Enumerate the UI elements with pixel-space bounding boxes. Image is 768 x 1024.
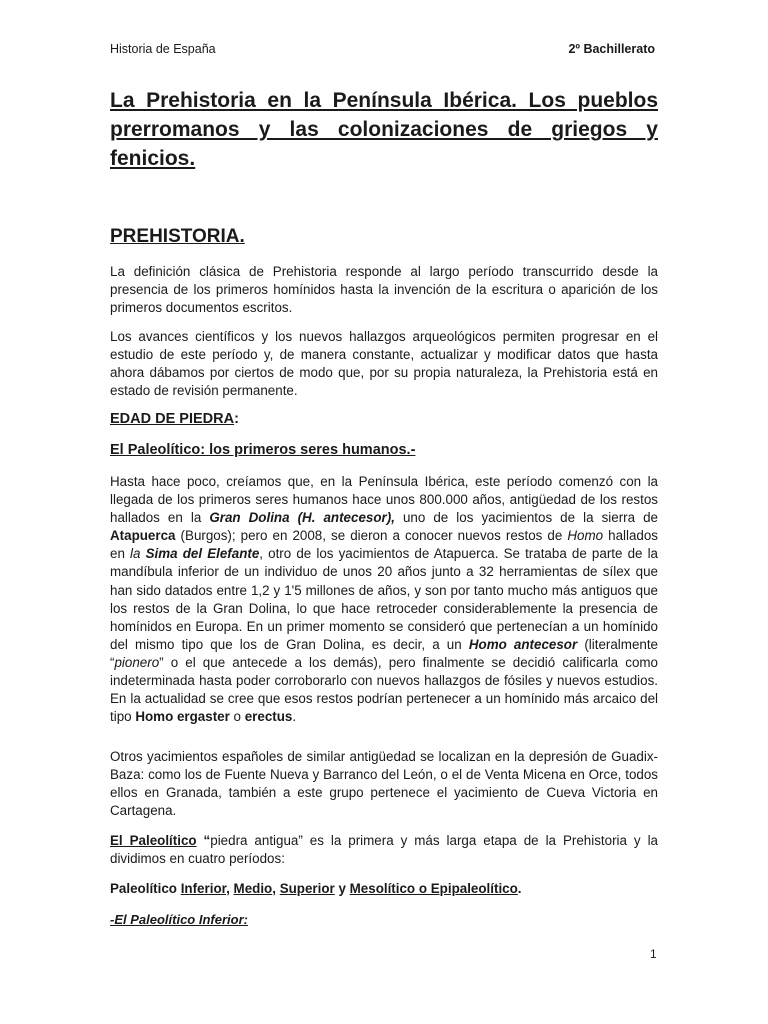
text-run: (literalmente “	[110, 636, 659, 670]
header-left: Historia de España	[110, 42, 216, 56]
period-medio: Medio	[233, 881, 273, 896]
period-inferior: Inferior	[180, 881, 227, 896]
text-run: ,	[272, 881, 280, 896]
document-title: La Prehistoria en la Península Ibérica. Los pueblos prerromanos y las colonizaciones de griegos y fenicios.	[110, 89, 658, 170]
quote-mark: “	[196, 833, 211, 848]
paleolitico-inferior-heading: -El Paleolítico Inferior:	[110, 912, 248, 927]
pionero-term: pionero	[114, 654, 160, 670]
atapuerca-term: Atapuerca	[110, 528, 176, 544]
header-right: 2º Bachillerato	[568, 42, 655, 56]
page-number: 1	[650, 947, 657, 961]
gran-dolina-term: Gran Dolina (H. antecesor),	[209, 510, 395, 526]
text-run: o	[229, 709, 245, 725]
paragraph-guadix-baza: Otros yacimientos españoles de similar antigüedad se localizan en la depresión de Guadix-Baza: como los de Fuente Nueva y Barranco del León, o el de Venta Micena en Orce, todos ellos en Granada, también a este grupo pertenece el yacimiento de Cueva Victoria en Cartagena.	[110, 749, 658, 819]
period-superior: Superior	[279, 881, 335, 896]
text-run: piedra antigua” es la primera y más larga etapa de la Prehistoria y la dividimos en cuatro períodos:	[110, 833, 658, 867]
homo-term: Homo	[567, 528, 604, 544]
paragraph-definition: La definición clásica de Prehistoria responde al largo período transcurrido desde la presencia de los primeros homínidos hasta la invención de la escritura o aparición de los primeros documentos escritos.	[110, 264, 658, 316]
text-run: .	[517, 881, 522, 896]
paragraph-advances: Los avances científicos y los nuevos hallazgos arqueológicos permiten progresar en el estudio de este período y, de manera constante, actualizar y modificar datos que hasta ahora dábamos por ciertos de modo que, por su propia naturaleza, la Prehistoria está en estado de revisión permanente.	[110, 329, 658, 399]
section-heading: PREHISTORIA.	[110, 226, 245, 247]
text-run: ,	[226, 881, 234, 896]
edad-heading-suffix: :	[234, 411, 239, 427]
text-run: Hasta hace poco, creíamos que, en la Península Ibérica, este período comenzó con la llegada de los primeros seres humanos hace unos 800.000 años, antigüedad de los restos hallados en la	[110, 474, 658, 526]
text-run: y	[334, 881, 350, 896]
edad-de-piedra-heading	[110, 411, 658, 427]
paragraph-paleolitico	[110, 832, 658, 868]
paleolitico-subheading: El Paleolítico: los primeros seres humanos.-	[110, 442, 416, 458]
paragraph-atapuerca	[110, 473, 658, 726]
erectus-term: erectus	[244, 709, 293, 725]
homo-ergaster-term: Homo ergaster	[135, 709, 230, 725]
text-run: (Burgos); pero en 2008, se dieron a conocer nuevos restos de	[175, 528, 568, 544]
period-mesolitico: Mesolítico o Epipaleolítico	[349, 881, 518, 896]
la-term: la	[130, 546, 141, 562]
homo-antecesor-term: Homo antecesor	[468, 636, 578, 652]
text-run: ” o el que antecede a los demás), pero finalmente se decidió calificarla como indeterminada hasta poder corroborarlo con nuevos hallazgos de fósiles y nuevos estudios. En la actualidad se cree que esos restos podrían pertenecer a un homínido más arcaico del tipo	[110, 654, 658, 725]
periods-list	[110, 880, 658, 898]
paleolitico-term: El Paleolítico	[110, 833, 197, 848]
text-run: Paleolítico	[110, 881, 181, 896]
text-run: , otro de los yacimientos de Atapuerca. Se trataba de parte de la mandíbula inferior de un individuo de unos 20 años junto a 32 herramientas de sílex que han sido datados entre 1,2 y 1'5 millones de años, y son por tanto mucho más antiguos que los restos de la Gran Dolina, lo que hace retroceder considerablemente la presencia de homínidos en Europa. En un primer momento se consideró que pertenecían a un homínido del mismo tipo que los de Gran Dolina, es decir, a un	[110, 546, 659, 652]
text-run: uno de los yacimientos de la sierra de	[394, 510, 658, 526]
edad-heading-text: EDAD DE PIEDRA	[110, 411, 235, 427]
sima-elefante-term: Sima del Elefante	[140, 546, 260, 562]
text-run: hallados en	[110, 528, 659, 562]
text-run: .	[292, 709, 297, 725]
